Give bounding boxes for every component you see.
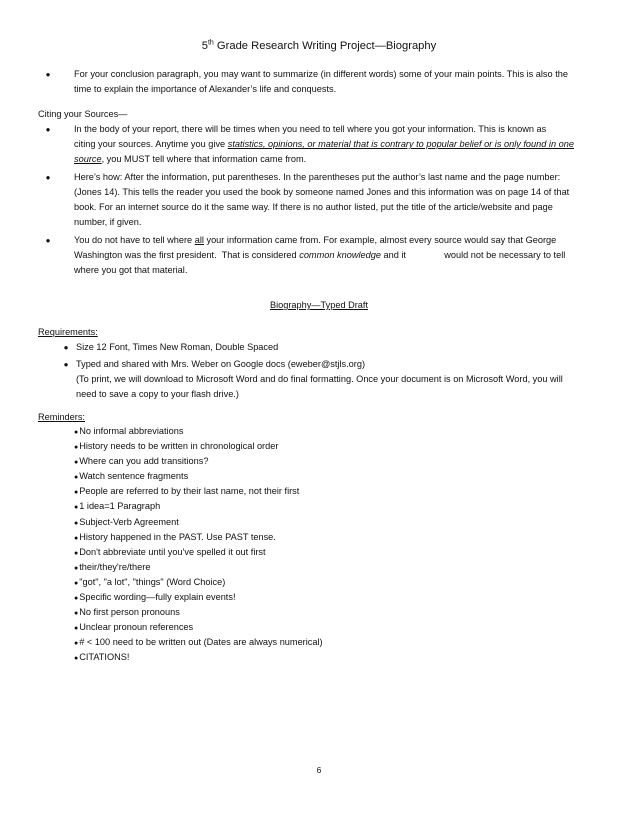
list-item	[38, 357, 608, 402]
citing-b2-line-1: Here’s how: After the information, put parentheses. In the parentheses put the author’s last name and the page number:	[74, 172, 561, 182]
requirement-note-line-2: need to save a copy to your flash drive.)	[76, 389, 239, 399]
bullet-icon: ●	[63, 343, 69, 352]
list-item	[38, 170, 608, 230]
citing-b3-line-2: Washington was the first president. That is considered common knowledge and it would not be necessary to tell	[74, 250, 566, 260]
bullet-icon: ●	[74, 549, 79, 557]
citing-b1-line-3: source, you MUST tell where that information came from.	[74, 154, 307, 164]
list-item: ●No informal abbreviations	[74, 426, 184, 436]
bullet-icon: ●	[74, 444, 79, 452]
list-item: ●their/they're/there	[74, 561, 151, 572]
bullet-icon: ●	[45, 125, 51, 134]
requirement-2: Typed and shared with Mrs. Weber on Google docs (eweber@stjls.org)	[76, 359, 365, 369]
bullet-icon: ●	[63, 360, 69, 369]
bullet-icon: ●	[74, 610, 79, 618]
list-item: ●Don't abbreviate until you've spelled it out first	[74, 546, 266, 557]
bullet-icon: ●	[74, 489, 79, 497]
list-item: ●No first person pronouns	[74, 607, 180, 618]
bullet-icon: ●	[74, 579, 79, 587]
section-title: Biography—Typed Draft	[269, 300, 369, 310]
citing-b1-line-1: In the body of your report, there will be times when you need to tell where you got your information. This is known as	[74, 124, 547, 134]
bullet-icon: ●	[74, 429, 79, 436]
list-item: ●People are referred to by their last name, not their first	[74, 486, 300, 497]
citing-b2-line-3: book. For an internet source do it the same way. If there is no author listed, put the title of the article/website and page	[74, 202, 553, 212]
bullet-icon: ●	[74, 534, 79, 542]
bullet-icon: ●	[74, 564, 79, 572]
reminders-heading: Reminders:	[38, 412, 85, 422]
citing-list	[38, 122, 608, 278]
list-item	[38, 340, 608, 355]
page-title: 5th Grade Research Writing Project—Biography	[201, 39, 437, 52]
citing-b3-line-3: where you got that material.	[74, 265, 188, 275]
bullet-icon: ●	[74, 474, 79, 482]
bullet-icon: ●	[45, 236, 51, 245]
bullet-icon: ●	[74, 625, 79, 633]
bullet-icon: ●	[74, 459, 79, 467]
citing-b2-line-2: (Jones 14). This tells the reader you used the book by someone named Jones and this information was on page 14 of that	[74, 187, 570, 197]
bullet-icon: ●	[45, 70, 51, 79]
list-item	[38, 233, 608, 278]
bullet-icon: ●	[74, 504, 79, 512]
list-item: ●CITATIONS!	[74, 652, 130, 663]
conclusion-line-2: time to explain the importance of Alexander’s life and conquests.	[74, 84, 337, 94]
requirements-heading: Requirements:	[38, 327, 98, 337]
requirement-note-line-1: (To print, we will download to Microsoft Word and do final formatting. Once your document is on Microsoft Word, you will	[76, 374, 563, 384]
conclusion-list	[38, 67, 608, 97]
bullet-icon: ●	[74, 640, 79, 648]
list-item: ●History needs to be written in chronological order	[74, 441, 279, 452]
list-item	[38, 122, 608, 167]
list-item: ●Where can you add transitions?	[74, 456, 209, 467]
bullet-icon: ●	[74, 519, 79, 527]
list-item: ●1 idea=1 Paragraph	[74, 501, 161, 512]
requirement-1: Size 12 Font, Times New Roman, Double Spaced	[76, 342, 279, 352]
list-item: ●"got", "a lot", "things" (Word Choice)	[74, 576, 226, 587]
requirements-list	[38, 340, 608, 402]
list-item: ●# < 100 need to be written out (Dates are always numerical)	[74, 637, 323, 648]
list-item: ●Specific wording—fully explain events!	[74, 592, 236, 603]
list-item: ●History happened in the PAST. Use PAST tense.	[74, 531, 276, 542]
bullet-icon: ●	[45, 173, 51, 182]
citing-b1-line-2: citing your sources. Anytime you give statistics, opinions, or material that is contrary to popular belief or is only found in one	[74, 139, 574, 149]
bullet-icon: ●	[74, 595, 79, 603]
bullet-icon: ●	[74, 655, 79, 663]
list-item: ●Unclear pronoun references	[74, 622, 194, 633]
citing-b3-line-1: You do not have to tell where all your information came from. For example, almost every source would say that George	[74, 235, 557, 245]
conclusion-line-1: For your conclusion paragraph, you may want to summarize (in different words) some of your main points. This is also the	[74, 69, 568, 79]
reminders-list	[74, 424, 574, 666]
citing-heading: Citing your Sources—	[38, 109, 128, 119]
list-item: ●Subject-Verb Agreement	[74, 516, 179, 527]
list-item: ●Watch sentence fragments	[74, 471, 189, 482]
citing-b2-line-4: number, if given.	[74, 217, 142, 227]
list-item	[38, 67, 608, 97]
page-number: 6	[316, 765, 322, 775]
